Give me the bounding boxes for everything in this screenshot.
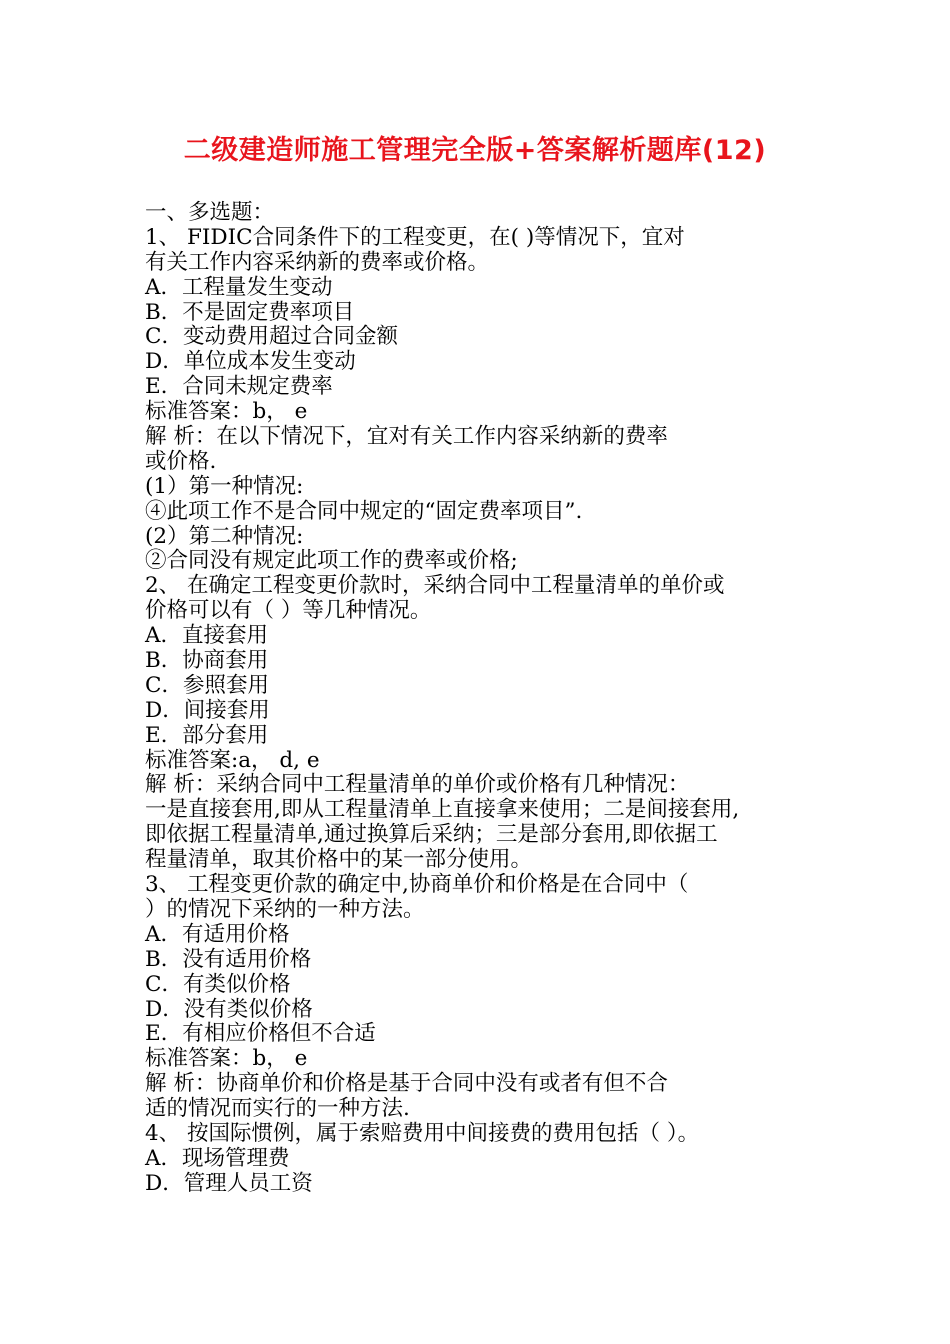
- text-line: A．现场管理费: [145, 1145, 290, 1171]
- text-line: 4、 按国际惯例，属于索赔费用中间接费的费用包括（ ）。: [145, 1120, 700, 1146]
- text-line: A．工程量发生变动: [145, 274, 333, 300]
- text-line: 适的情况而实行的一种方法.: [145, 1096, 410, 1122]
- text-line: 2、 在确定工程变更价款时，采纳合同中工程量清单的单价或: [145, 573, 725, 599]
- text-line: 解 析：在以下情况下，宜对有关工作内容采纳新的费率: [145, 424, 668, 450]
- text-line: B．协商套用: [145, 648, 269, 674]
- document-body: [145, 201, 815, 1197]
- text-line: B．没有适用价格: [145, 946, 312, 972]
- text-line: A．直接套用: [145, 623, 269, 649]
- text-line: 价格可以有（ ）等几种情况。: [145, 598, 432, 624]
- text-line: 解 析：采纳合同中工程量清单的单价或价格有几种情况：: [145, 772, 690, 798]
- text-line: D．管理人员工资: [145, 1170, 313, 1196]
- text-line: C．有类似价格: [145, 971, 291, 997]
- text-line: 标准答案：b， e: [145, 399, 308, 425]
- text-line: C．参照套用: [145, 672, 269, 698]
- text-line: D．单位成本发生变动: [145, 349, 356, 375]
- text-line: 解 析：协商单价和价格是基于合同中没有或者有但不合: [145, 1071, 668, 1097]
- text-line: 标准答案：b， e: [145, 1046, 308, 1072]
- text-line: 有关工作内容采纳新的费率或价格。: [145, 249, 490, 275]
- text-line: 一、多选题：: [145, 200, 275, 225]
- text-line: A．有适用价格: [145, 921, 290, 947]
- text-line: (1）第一种情况:: [145, 473, 304, 499]
- text-line: B．不是固定费率项目: [145, 299, 355, 325]
- text-line: 3、 工程变更价款的确定中,协商单价和价格是在合同中（: [145, 872, 689, 898]
- text-line: 一是直接套用,即从工程量清单上直接拿来使用；二是间接套用,: [145, 797, 740, 823]
- text-line: C．变动费用超过合同金额: [145, 324, 398, 350]
- text-line: ）的情况下采纳的一种方法。: [145, 896, 425, 922]
- text-line: ④此项工作不是合同中规定的“固定费率项目”.: [145, 498, 583, 524]
- text-line: 标准答案:a， d, e: [145, 747, 320, 773]
- text-line: ②合同没有规定此项工作的费率或价格;: [145, 548, 518, 574]
- text-line: 即依据工程量清单,通过换算后采纳；三是部分套用,即依据工: [145, 822, 718, 848]
- text-line: 1、 FIDIC合同条件下的工程变更，在( )等情况下，宜对: [145, 224, 685, 250]
- text-line: 或价格.: [145, 448, 217, 474]
- text-line: 程量清单，取其价格中的某一部分使用。: [145, 847, 533, 873]
- document-title: 二级建造师施工管理完全版+答案解析题库(12): [183, 135, 767, 166]
- text-line: E．合同未规定费率: [145, 374, 333, 400]
- text-line: E．部分套用: [145, 722, 269, 748]
- text-line: D．没有类似价格: [145, 996, 313, 1022]
- text-line: D．间接套用: [145, 697, 270, 723]
- text-line: (2）第二种情况:: [145, 523, 304, 549]
- text-line: E．有相应价格但不合适: [145, 1021, 376, 1047]
